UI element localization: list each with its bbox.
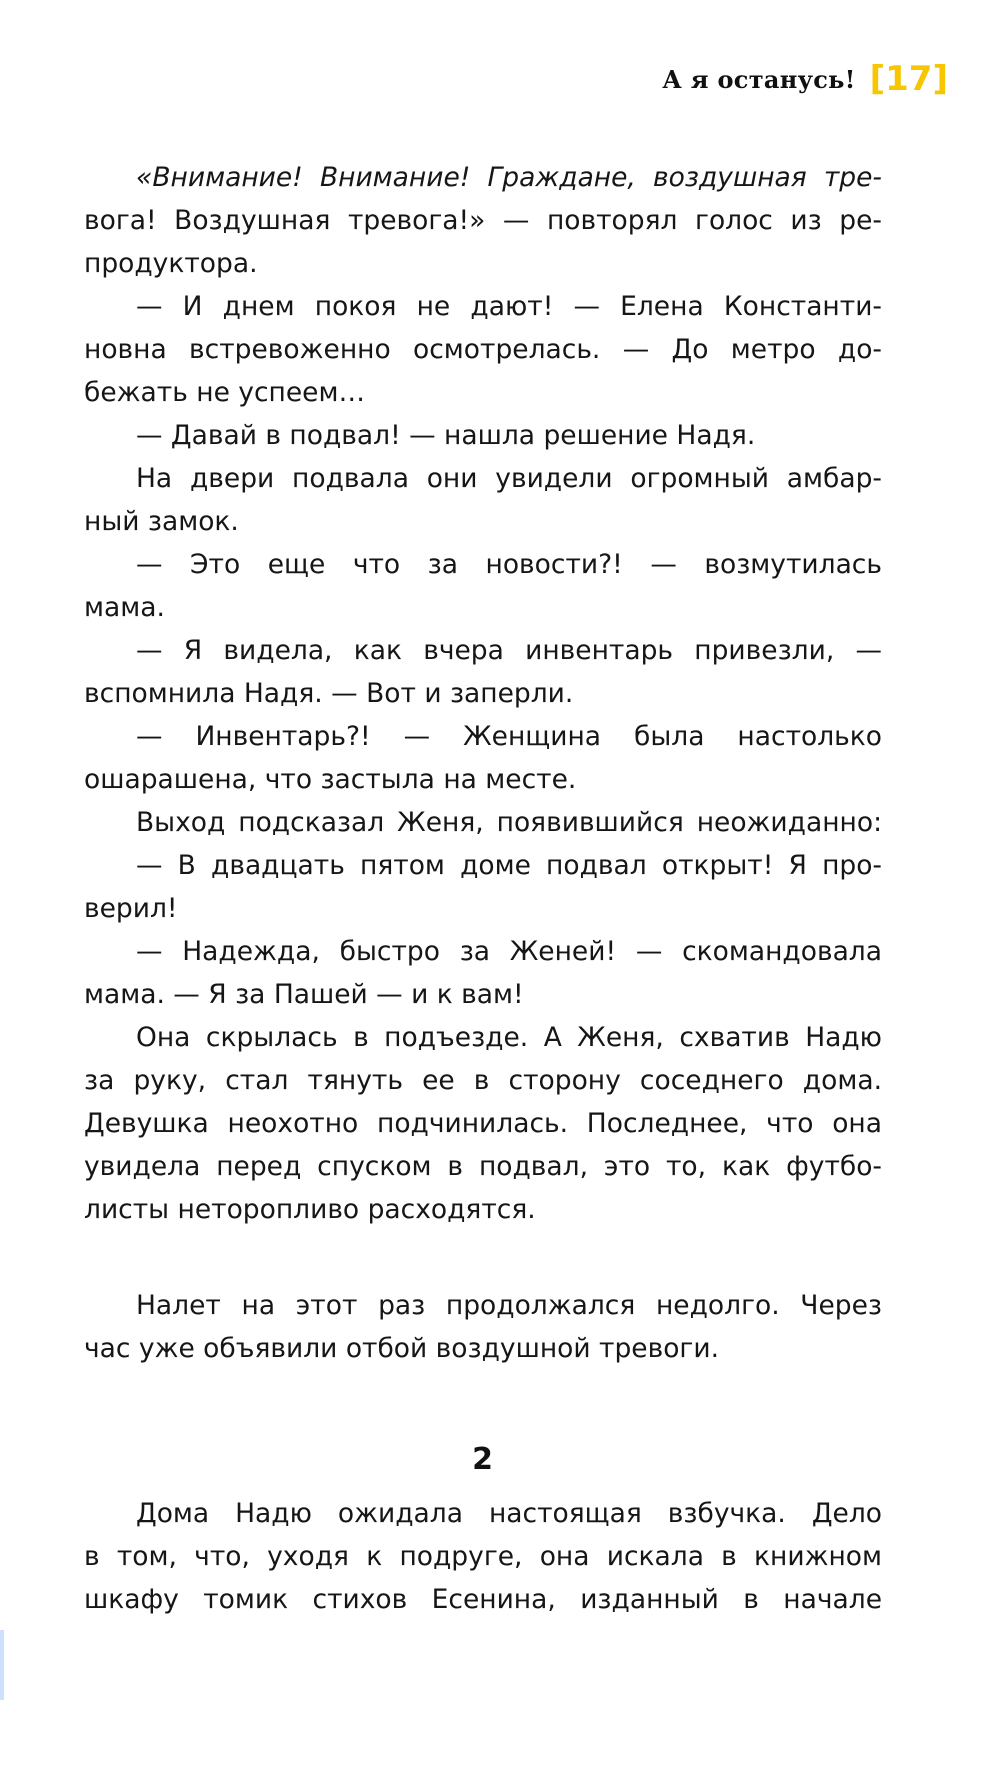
text-line: ошарашена, что застыла на месте.	[84, 764, 577, 795]
text-line: мама. — Я за Пашей — и к вам!	[84, 979, 524, 1010]
text-block-second	[84, 1284, 882, 1370]
text-block-main	[84, 156, 882, 1231]
page-number: [17]	[869, 59, 948, 99]
chapter-number: 2	[472, 1442, 493, 1477]
page-edge-mark	[0, 1630, 4, 1700]
text-line: — Надежда, быстро за Женей! — скомандовала	[136, 936, 882, 967]
text-line: — Инвентарь?! — Женщина была настолько	[136, 721, 882, 752]
text-line: вога! Воздушная тревога!» — повторял голос из ре-	[84, 205, 882, 236]
text-line: бежать не успеем…	[84, 377, 365, 408]
text-line: ный замок.	[84, 506, 239, 537]
text-line: На двери подвала они увидели огромный амбар-	[136, 463, 882, 494]
text-line: Девушка неохотно подчинилась. Последнее, что она	[84, 1108, 882, 1139]
text-line: новна встревоженно осмотрелась. — До метро до-	[84, 334, 882, 365]
text-line: шкафу томик стихов Есенина, изданный в начале	[84, 1584, 882, 1615]
text-line: Она скрылась в подъезде. А Женя, схватив Надю	[136, 1022, 882, 1053]
text-line: верил!	[84, 893, 178, 924]
text-line: — В двадцать пятом доме подвал открыт! Я про-	[136, 850, 882, 881]
text-line: «Внимание! Внимание! Граждане, воздушная тре-	[136, 162, 882, 193]
text-line: за руку, стал тянуть ее в сторону соседнего дома.	[84, 1065, 882, 1096]
text-line: Выход подсказал Женя, появившийся неожиданно:	[136, 807, 882, 838]
running-head	[662, 59, 948, 99]
text-line: Дома Надю ожидала настоящая взбучка. Дело	[136, 1498, 882, 1529]
text-line: — И днем покоя не дают! — Елена Константи-	[136, 291, 882, 322]
text-block-chapter	[84, 1492, 882, 1621]
text-line: Налет на этот раз продолжался недолго. Через	[136, 1290, 882, 1321]
text-line: мама.	[84, 592, 165, 623]
text-line: час уже объявили отбой воздушной тревоги.	[84, 1333, 719, 1364]
text-line: в том, что, уходя к подруге, она искала в книжном	[84, 1541, 882, 1572]
text-line: вспомнила Надя. — Вот и заперли.	[84, 678, 574, 709]
running-title: А я останусь!	[662, 64, 856, 94]
text-line: увидела перед спуском в подвал, это то, как футбо-	[84, 1151, 882, 1182]
text-line: — Давай в подвал! — нашла решение Надя.	[136, 420, 756, 451]
text-line: — Я видела, как вчера инвентарь привезли, —	[136, 635, 882, 666]
text-line: продуктора.	[84, 248, 258, 279]
text-line: — Это еще что за новости?! — возмутилась	[136, 549, 882, 580]
text-line: листы неторопливо расходятся.	[84, 1194, 536, 1225]
